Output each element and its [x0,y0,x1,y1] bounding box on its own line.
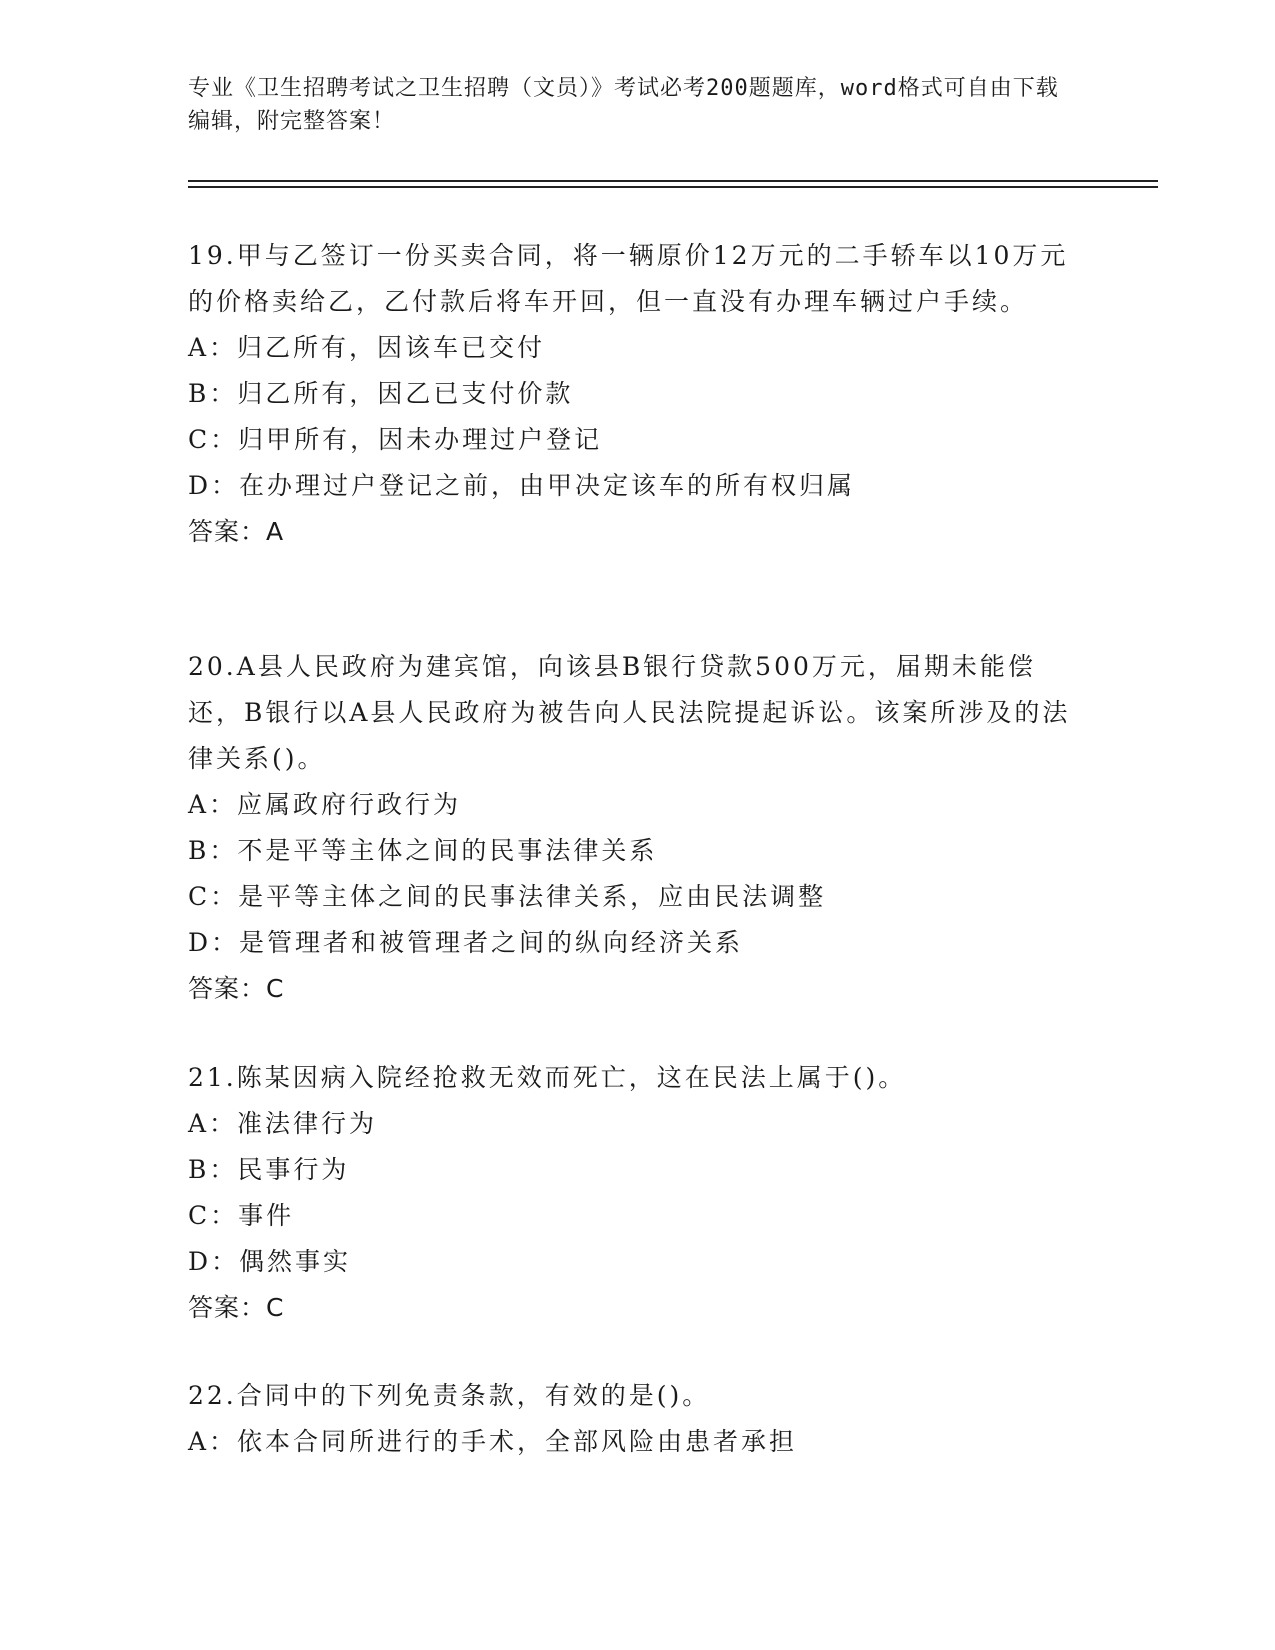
answer-label: 答案：C [188,1293,285,1322]
option-c: C：是平等主体之间的民事法律关系，应由民法调整 [188,882,827,911]
option-d: D：是管理者和被管理者之间的纵向经济关系 [188,928,744,957]
option-c: C：事件 [188,1201,295,1230]
question-19 [188,233,1088,555]
answer-label: 答案：C [188,974,285,1003]
option-d: D：偶然事实 [188,1247,352,1276]
question-stem: 22.合同中的下列免责条款，有效的是()。 [188,1381,711,1410]
question-20 [188,644,1088,1012]
option-c: C：归甲所有，因未办理过户登记 [188,425,603,454]
option-d: D：在办理过户登记之前，由甲决定该车的所有权归属 [188,471,856,500]
option-b: B：不是平等主体之间的民事法律关系 [188,836,658,865]
document-header: 专业《卫生招聘考试之卫生招聘（文员）》考试必考200题题库，word格式可自由下载编辑，附完整答案！ [188,76,1059,134]
header-divider-top [188,180,1158,182]
header-divider-bottom [188,186,1158,188]
question-stem: 21.陈某因病入院经抢救无效而死亡，这在民法上属于()。 [188,1063,907,1092]
question-stem: 20.A县人民政府为建宾馆，向该县B银行贷款500万元，届期未能偿还，B银行以A县人民政府为被告向人民法院提起诉讼。该案所涉及的法律关系()。 [188,652,1071,773]
answer-label: 答案：A [188,517,285,546]
option-a: A：应属政府行政行为 [188,790,462,819]
option-b: B：归乙所有，因乙已支付价款 [188,379,574,408]
option-a: A：依本合同所进行的手术，全部风险由患者承担 [188,1427,798,1456]
option-a: A：归乙所有，因该车已交付 [188,333,546,362]
question-22 [188,1373,1088,1465]
option-a: A：准法律行为 [188,1109,378,1138]
question-21 [188,1055,1088,1331]
option-b: B：民事行为 [188,1155,350,1184]
question-stem: 19.甲与乙签订一份买卖合同，将一辆原价12万元的二手轿车以10万元的价格卖给乙，乙付款后将车开回，但一直没有办理车辆过户手续。 [188,241,1069,316]
